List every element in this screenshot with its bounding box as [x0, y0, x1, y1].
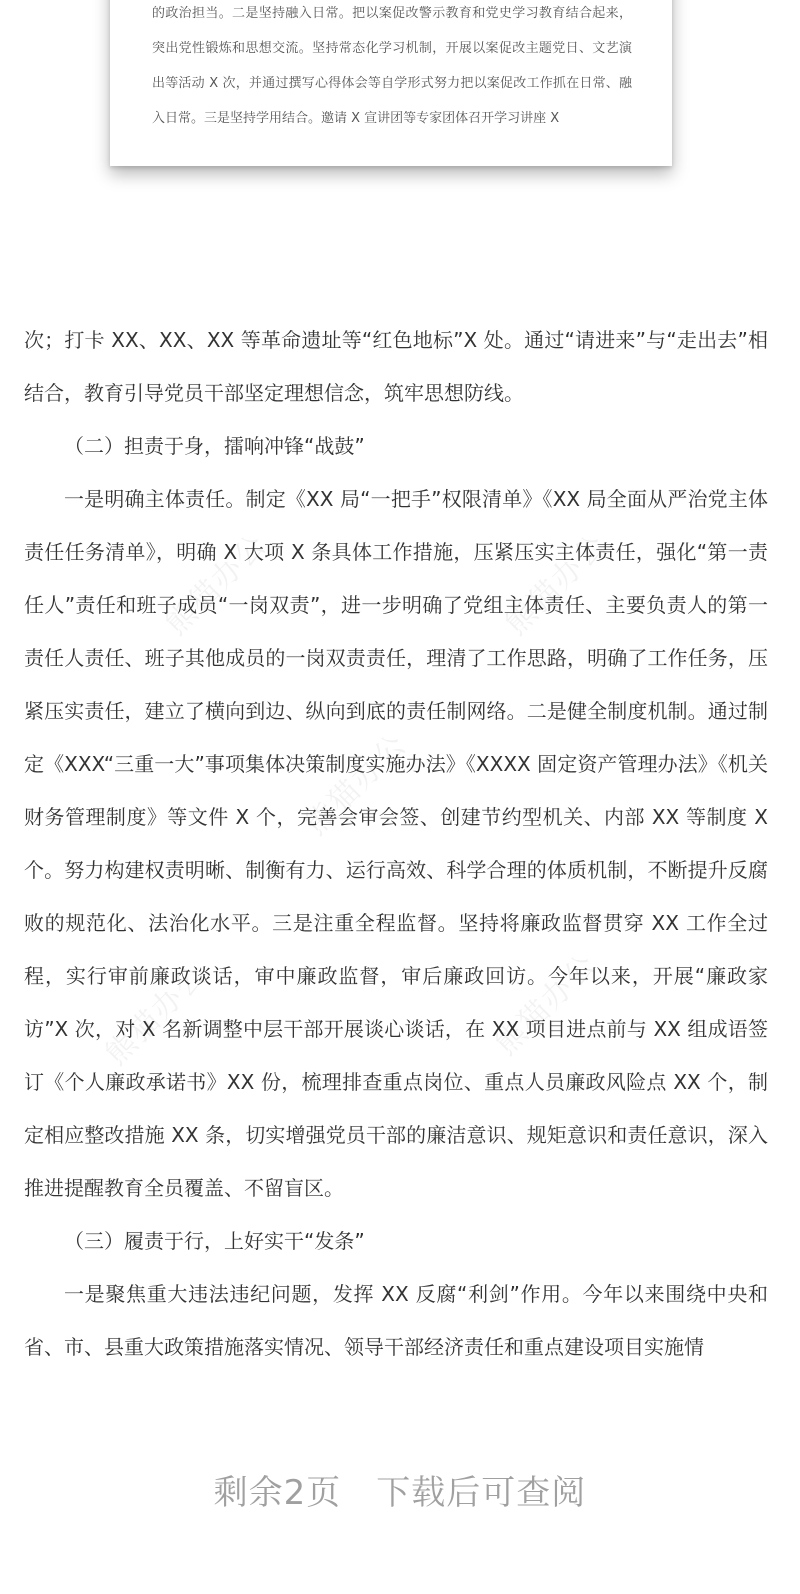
watermark: 熊猫办公 [98, 956, 215, 1073]
paragraph: 一是明确主体责任。制定《XX 局“一把手”权限清单》《XX 局全面从严治党主体责任任务清单》，明确 X 大项 X 条具体工作措施，压紧压实主体责任，强化“第一责任人”责任和班子成员“一岗双责”，进一步明确了党组主体责任、主要负责人的第一责任人责任、班子其他成员的一岗双责责任，理清了工作思路，明确了工作任务，压紧压实责任，建立了横向到边、纵向到底的责任制网络。二是健全制度机制。通过制定《XXX“三重一大”事项集体决策制度实施办法》《XXXX 固定资产管理办法》《机关财务管理制度》等文件 X 个，完善会审会签、创建节约型机关、内部 XX 等制度 X 个。努力构建权责明晰、制衡有力、运行高效、科学合理的体质机制，不断提升反腐败的规范化、法治化水平。三是注重全程监督。坚持将廉政监督贯穿 XX 工作全过程，实行审前廉政谈话，审中廉政监督，审后廉政回访。今年以来，开展“廉政家访”X 次，对 X 名新调整中层干部开展谈心谈话，在 XX 项目进点前与 XX 组成语签订《个人廉政承诺书》XX 份，梳理排查重点岗位、重点人员廉政风险点 XX 个，制定相应整改措施 XX 条，切实增强党员干部的廉洁意识、规矩意识和责任意识，深入推进提醒教育全员覆盖、不留盲区。 [24, 487, 768, 1200]
watermark: 熊猫办公 [498, 526, 615, 643]
watermark: 熊猫办公 [488, 946, 605, 1063]
section-heading: （三）履责于行，上好实干“发条” [64, 1229, 365, 1253]
paragraph: 次；打卡 XX、XX、XX 等革命遗址等“红色地标”X 处。通过“请进来”与“走出去”相结合，教育引导党员干部坚定理想信念，筑牢思想防线。 [24, 328, 768, 405]
watermark: 熊猫办公 [158, 526, 275, 643]
document-body [24, 314, 768, 1374]
watermark: 熊猫办公 [298, 726, 415, 843]
section-heading: （二）担责于身，擂响冲锋“战鼓” [64, 434, 365, 458]
preview-text: 的政治担当。二是坚持融入日常。把以案促改警示教育和党史学习教育结合起来，突出党性锻炼和思想交流。坚持常态化学习机制，开展以案促改主题党日、文艺演出等活动 X 次，并通过撰写心得体会等自学形式努力把以案促改工作抓在日常、融入日常。三是坚持学用结合。邀请 X 宣讲团等专家团体召开学习讲座 X [152, 6, 632, 126]
document-preview-card [110, 0, 672, 166]
remaining-pages-notice[interactable]: 剩余2页 下载后可查阅 [213, 1473, 587, 1513]
paragraph: 一是聚焦重大违法违纪问题，发挥 XX 反腐“利剑”作用。今年以来围绕中央和省、市、县重大政策措施落实情况、领导干部经济责任和重点建设项目实施情 [24, 1282, 768, 1359]
